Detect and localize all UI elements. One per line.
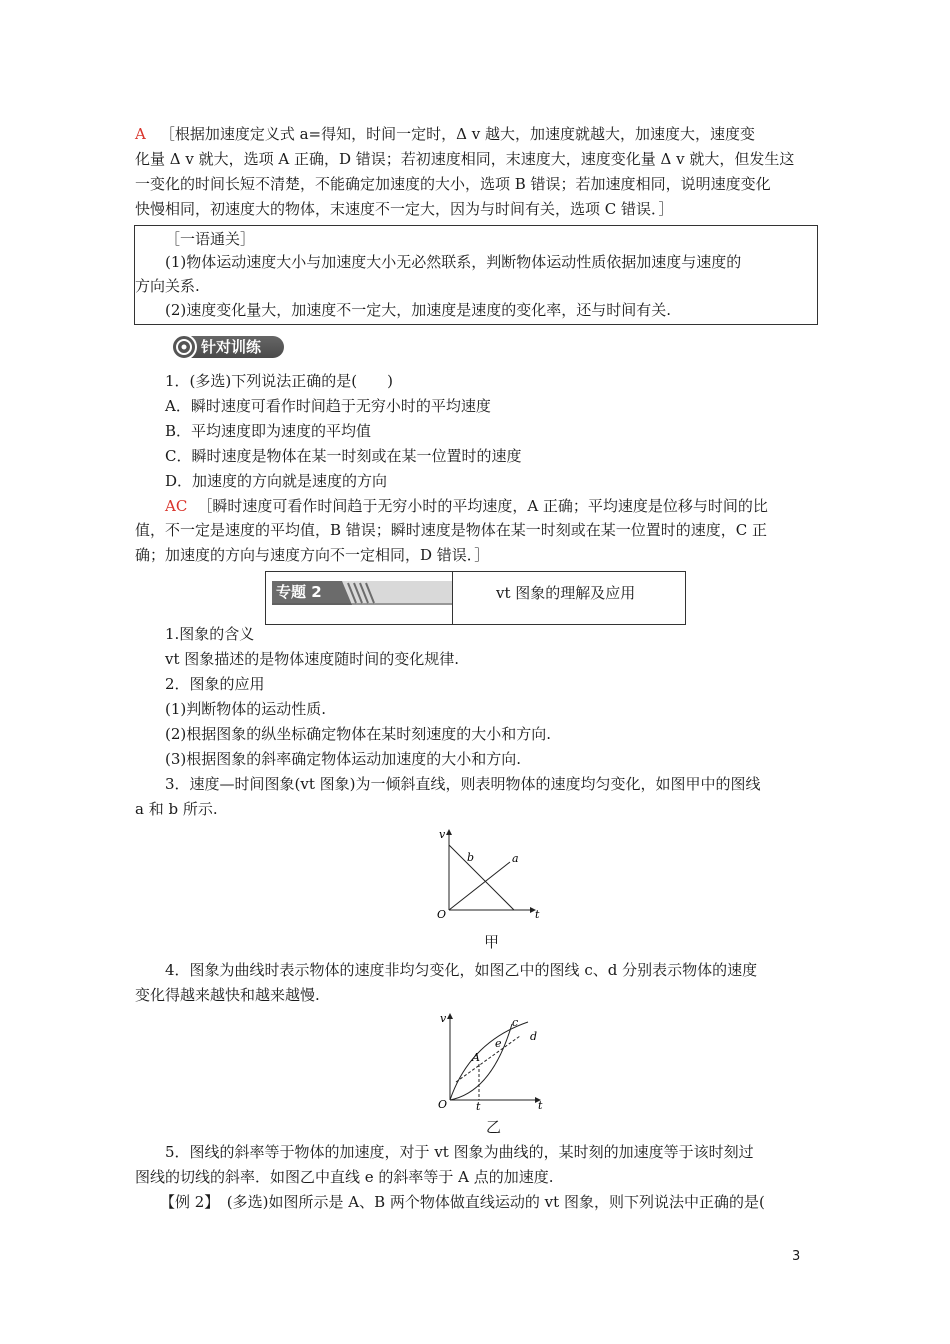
target-icon — [170, 333, 198, 361]
section-3-line-2: a 和 b 所示. — [135, 800, 218, 818]
line-a — [449, 862, 510, 910]
figure-jia — [425, 826, 555, 926]
summary-line-1: (1)物体运动速度大小与加速度大小无必然联系，判断物体运动性质依据加速度与速度的 — [165, 253, 742, 271]
curve-d — [450, 1022, 528, 1100]
summary-line-2: 方向关系. — [135, 277, 200, 295]
origin-label: O — [438, 1098, 448, 1111]
section-2-item-3: (3)根据图象的斜率确定物体运动加速度的大小和方向. — [165, 750, 522, 768]
question-answer-text: ［瞬时速度可看作时间趋于无穷小时的平均速度，A 正确；平均速度是位移与时间的比 — [197, 497, 768, 515]
topic-title: vt 图象的理解及应用 — [496, 584, 636, 602]
x-axis-label: t — [535, 908, 540, 921]
section-5-line-1: 5．图线的斜率等于物体的加速度，对于 vt 图象为曲线的，某时刻的加速度等于该时刻过 — [165, 1143, 754, 1161]
figure-jia-caption: 甲 — [484, 933, 500, 951]
section-2-heading: 2．图象的应用 — [165, 675, 265, 693]
answer-paragraph-line-3: 一变化的时间长短不清楚，不能确定加速度的大小，选项 B 错误；若加速度相同，说明速度变化 — [135, 175, 771, 193]
figure-yi-caption: 乙 — [486, 1118, 502, 1136]
figure-yi — [430, 1012, 555, 1112]
section-2-item-2: (2)根据图象的纵坐标确定物体在某时刻速度的大小和方向. — [165, 725, 552, 743]
summary-line-3: (2)速度变化量大，加速度不一定大，加速度是速度的变化率，还与时间有关. — [165, 301, 672, 319]
answer-letter: A — [135, 125, 146, 143]
practice-banner-label: 针对训练 — [201, 338, 262, 356]
section-4-line-1: 4．图象为曲线时表示物体的速度非均匀变化，如图乙中的图线 c、d 分别表示物体的速度 — [165, 961, 758, 979]
answer-paragraph-line-4: 快慢相同，初速度大的物体，末速度不一定大，因为与时间有关，选项 C 错误．］ — [135, 200, 674, 218]
summary-title: ［一语通关］ — [165, 230, 256, 248]
answer-paragraph-line-2: 化量 Δ v 就大，选项 A 正确，D 错误；若初速度相同，末速度大，速度变化量 Δ v 就大，但发生这 — [135, 150, 795, 168]
origin-label: O — [437, 908, 447, 921]
section-1-text: vt 图象描述的是物体速度随时间的变化规律. — [165, 650, 460, 668]
option-a: A．瞬时速度可看作时间趋于无穷小时的平均速度 — [165, 397, 491, 415]
y-axis-label: v — [439, 828, 446, 841]
curve-d-label: d — [530, 1030, 538, 1043]
answer-paragraph-line-1 — [135, 124, 755, 144]
answer-text: ［根据加速度定义式 a=得知，时间一定时，Δ v 越大，加速度就越大，加速度大，速度变 — [159, 125, 755, 143]
section-1-heading: 1.图象的含义 — [165, 625, 255, 643]
x-axis-label: t — [538, 1099, 543, 1112]
line-a-label: a — [512, 852, 519, 865]
section-2-item-1: (1)判断物体的运动性质. — [165, 700, 327, 718]
question-stem: 1．(多选)下列说法正确的是( ) — [165, 372, 393, 390]
option-d: D．加速度的方向就是速度的方向 — [165, 472, 388, 490]
point-a-label: A — [472, 1051, 480, 1064]
option-c: C．瞬时速度是物体在某一时刻或在某一位置时的速度 — [165, 447, 522, 465]
section-3-line-1: 3．速度—时间图象(vt 图象)为一倾斜直线，则表明物体的速度均匀变化，如图甲中的图线 — [165, 775, 761, 793]
tick-t-label: t — [476, 1100, 481, 1112]
question-answer-line-1 — [165, 496, 768, 516]
section-4-line-2: 变化得越来越快和越来越慢. — [135, 986, 320, 1004]
topic-tag: 专题 2 — [276, 583, 322, 601]
question-answer-line-2: 值，不一定是速度的平均值，B 错误；瞬时速度是物体在某一时刻或在某一位置时的速度，C 正 — [135, 521, 768, 539]
curve-c — [450, 1024, 512, 1100]
curve-c-label: c — [512, 1016, 519, 1029]
line-b-label: b — [467, 851, 475, 864]
example-2-stem: 【例 2】 (多选)如图所示是 A、B 两个物体做直线运动的 vt 图象，则下列说法中正确的是( — [160, 1193, 765, 1211]
question-answer-line-3: 确；加速度的方向与速度方向不一定相同，D 错误．］ — [135, 546, 490, 564]
line-e-label: e — [495, 1037, 502, 1050]
option-b: B．平均速度即为速度的平均值 — [165, 422, 372, 440]
section-5-line-2: 图线的切线的斜率．如图乙中直线 e 的斜率等于 A 点的加速度. — [135, 1168, 554, 1186]
question-answer-letter: AC — [165, 497, 188, 515]
topic-table-divider — [452, 571, 453, 625]
y-axis-label: v — [440, 1012, 447, 1025]
page-number: 3 — [792, 1249, 801, 1264]
line-b — [449, 845, 514, 910]
